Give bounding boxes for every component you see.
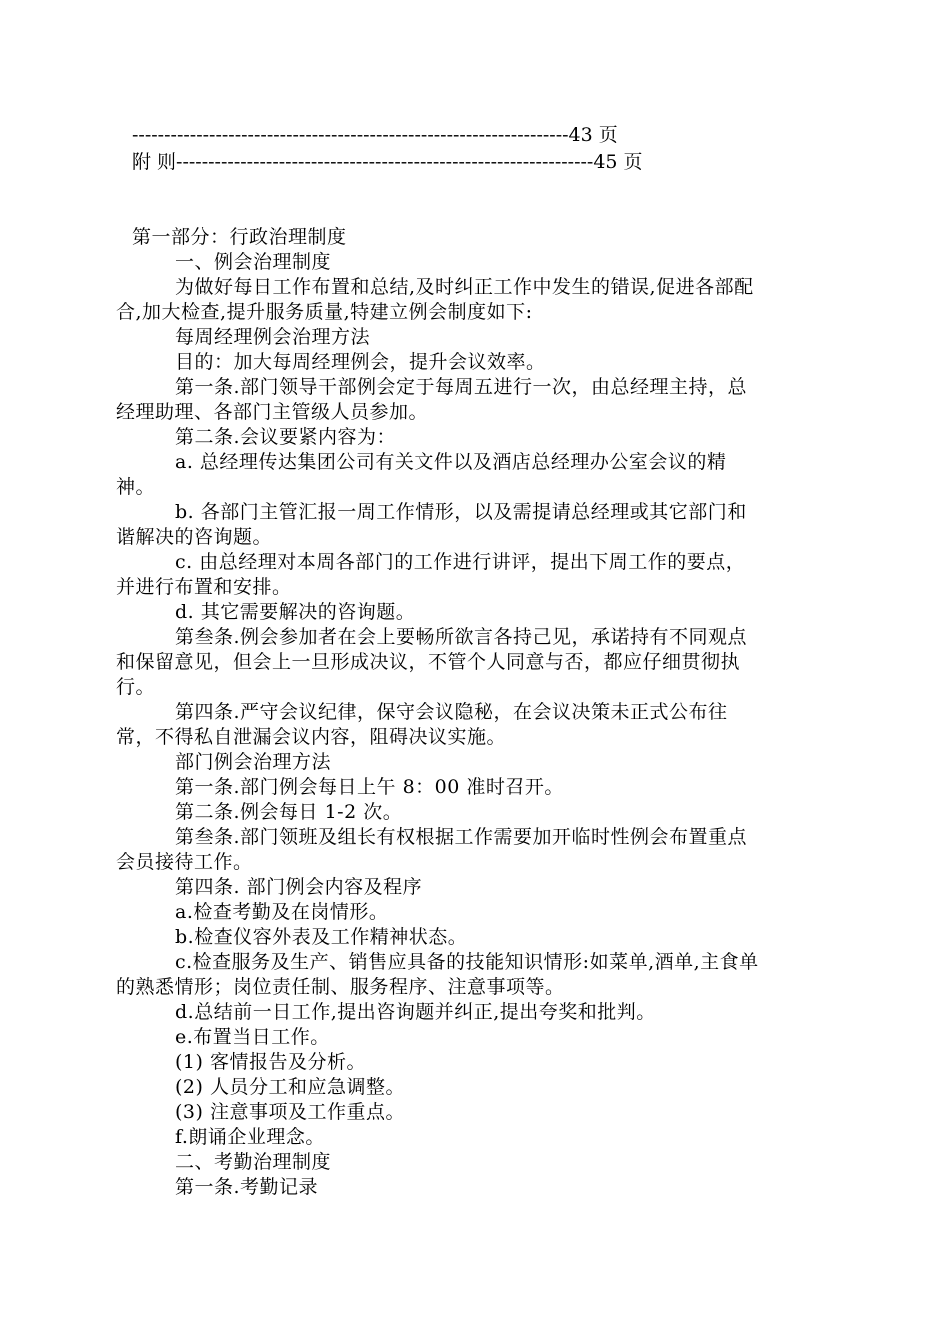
- list-item-line: (2) 人员分工和应急调整。: [175, 1076, 405, 1098]
- article-line: 第叁条.部门领班及组长有权根据工作需要加开临时性例会布置重点: [175, 826, 748, 848]
- subheading: 部门例会治理方法: [175, 751, 332, 773]
- subheading: 每周经理例会治理方法: [175, 326, 371, 348]
- part-heading: 第一部分：行政治理制度: [132, 226, 347, 248]
- list-item-line: (1) 客情报告及分析。: [175, 1051, 366, 1073]
- toc-line-appendix: 附 则-----------------------------------------------------------------45 页: [132, 151, 643, 173]
- article-line: 第四条.严守会议纪律，保守会议隐秘，在会议决策未正式公布往: [175, 701, 728, 723]
- list-item-line: a.检查考勤及在岗情形。: [175, 901, 389, 923]
- list-item-line: e.布置当日工作。: [175, 1026, 330, 1048]
- article-line: 经理助理、各部门主管级人员参加。: [116, 401, 429, 423]
- list-item-line: 神。: [116, 476, 156, 498]
- list-item-line: f.朗诵企业理念。: [175, 1126, 325, 1148]
- section-heading: 一、例会治理制度: [175, 251, 332, 273]
- list-item-line: 的熟悉情形；岗位责任制、服务程序、注意事项等。: [116, 976, 565, 998]
- article-line: 第二条.会议要紧内容为：: [175, 426, 397, 448]
- list-item-line: c.检查服务及生产、销售应具备的技能知识情形:如菜单,酒单,主食单: [175, 951, 759, 973]
- article-line: 第二条.例会每日 1-2 次。: [175, 801, 403, 823]
- article-line: 第一条.部门例会每日上午 8：00 准时召开。: [175, 776, 564, 798]
- article-line: 会员接待工作。: [116, 851, 253, 873]
- list-item-line: b.检查仪容外表及工作精神状态。: [175, 926, 468, 948]
- article-line: 和保留意见，但会上一旦形成决议，不管个人同意与否，都应仔细贯彻执: [116, 651, 741, 673]
- list-item-line: 并进行布置和安排。: [116, 576, 292, 598]
- list-item-line: 谐解决的咨询题。: [116, 526, 273, 548]
- list-item-line: d. 其它需要解决的咨询题。: [175, 601, 416, 623]
- section-heading: 二、考勤治理制度: [175, 1151, 332, 1173]
- article-line: 第四条. 部门例会内容及程序: [175, 876, 423, 898]
- list-item-line: (3) 注意事项及工作重点。: [175, 1101, 405, 1123]
- paragraph-line: 为做好每日工作布置和总结,及时纠正工作中发生的错误,促进各部配: [175, 276, 754, 298]
- paragraph-line: 合,加大检查,提升服务质量,特建立例会制度如下:: [116, 301, 533, 323]
- article-line: 常，不得私自泄漏会议内容，阻碍决议实施。: [116, 726, 507, 748]
- article-line: 第叁条.例会参加者在会上要畅所欲言各持己见，承诺持有不同观点: [175, 626, 748, 648]
- toc-line: --------------------------------------------------------------------43 页: [132, 124, 618, 146]
- list-item-line: c. 由总经理对本周各部门的工作进行讲评，提出下周工作的要点，: [175, 551, 746, 573]
- article-line: 行。: [116, 676, 156, 698]
- list-item-line: a. 总经理传达集团公司有关文件以及酒店总经理办公室会议的精: [175, 451, 727, 473]
- article-line: 第一条.考勤记录: [175, 1176, 319, 1198]
- article-line: 第一条.部门领导干部例会定于每周五进行一次，由总经理主持，总: [175, 376, 748, 398]
- paragraph-line: 目的：加大每周经理例会，提升会议效率。: [175, 351, 546, 373]
- list-item-line: d.总结前一日工作,提出咨询题并纠正,提出夸奖和批判。: [175, 1001, 656, 1023]
- list-item-line: b. 各部门主管汇报一周工作情形，以及需提请总经理或其它部门和: [175, 501, 747, 523]
